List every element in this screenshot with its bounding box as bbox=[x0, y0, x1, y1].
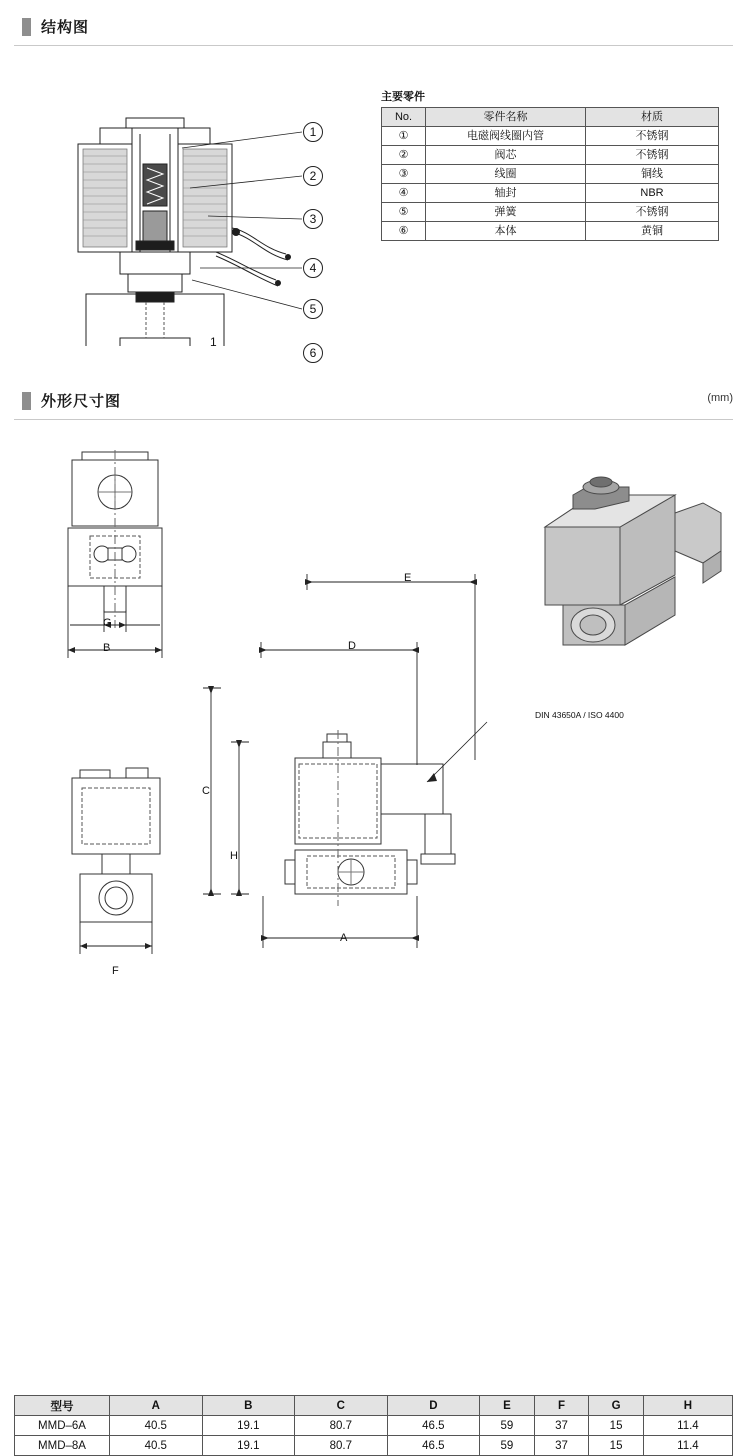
parts-cell-name: 阀芯 bbox=[426, 146, 586, 165]
connector-standard-label: DIN 43650A / ISO 4400 bbox=[535, 710, 624, 720]
dim-cell-g: 15 bbox=[589, 1416, 644, 1436]
parts-cell-material: 不锈钢 bbox=[586, 146, 719, 165]
dim-cell-h: 11.4 bbox=[643, 1416, 732, 1436]
table-row bbox=[15, 1416, 733, 1436]
structure-body bbox=[0, 46, 747, 360]
table-row bbox=[382, 222, 719, 241]
dim-cell-c: 80.7 bbox=[295, 1416, 388, 1436]
dimensions-body bbox=[0, 420, 747, 1452]
dim-th-h: H bbox=[643, 1396, 732, 1416]
dim-cell-g: 15 bbox=[589, 1436, 644, 1456]
parts-cell-name: 电磁阀线圈内管 bbox=[426, 127, 586, 146]
section-marker-icon bbox=[22, 18, 31, 36]
table-row bbox=[382, 184, 719, 203]
parts-cell-name: 轴封 bbox=[426, 184, 586, 203]
dim-cell-b: 19.1 bbox=[202, 1436, 295, 1456]
unit-label: (mm) bbox=[707, 392, 733, 404]
parts-cell-material: 不锈钢 bbox=[586, 203, 719, 222]
parts-cell-no: ⑥ bbox=[382, 222, 426, 241]
dim-th-model: 型号 bbox=[15, 1396, 110, 1416]
callout-5: 5 bbox=[303, 299, 323, 319]
dim-th-d: D bbox=[387, 1396, 480, 1416]
parts-th-name: 零件名称 bbox=[426, 108, 586, 127]
parts-cell-material: 不锈钢 bbox=[586, 127, 719, 146]
dim-th-b: B bbox=[202, 1396, 295, 1416]
dim-th-a: A bbox=[110, 1396, 203, 1416]
dim-cell-model: MMD–8A bbox=[15, 1436, 110, 1456]
callout-1: 1 bbox=[303, 122, 323, 142]
callout-4: 4 bbox=[303, 258, 323, 278]
dim-cell-h: 11.4 bbox=[643, 1436, 732, 1456]
parts-cell-material: 黄铜 bbox=[586, 222, 719, 241]
dim-cell-d: 46.5 bbox=[387, 1416, 480, 1436]
main-view-drawing bbox=[195, 560, 495, 980]
dim-th-e: E bbox=[480, 1396, 535, 1416]
dimension-table-header-row bbox=[15, 1396, 733, 1416]
parts-table-caption: 主要零件 bbox=[381, 91, 425, 103]
parts-th-material: 材质 bbox=[586, 108, 719, 127]
dim-label-C: C bbox=[202, 785, 210, 797]
dim-cell-a: 40.5 bbox=[110, 1436, 203, 1456]
dim-cell-a: 40.5 bbox=[110, 1416, 203, 1436]
parts-table-header-row bbox=[382, 108, 719, 127]
dim-label-G: G bbox=[103, 617, 112, 629]
dim-cell-d: 46.5 bbox=[387, 1436, 480, 1456]
dim-cell-f: 37 bbox=[534, 1436, 589, 1456]
table-row bbox=[382, 165, 719, 184]
callout-2: 2 bbox=[303, 166, 323, 186]
dim-th-g: G bbox=[589, 1396, 644, 1416]
dim-label-B: B bbox=[103, 642, 111, 654]
section-dimensions bbox=[0, 390, 747, 1452]
section-dimensions-header bbox=[0, 390, 747, 411]
dim-cell-model: MMD–6A bbox=[15, 1416, 110, 1436]
parts-cell-no: ④ bbox=[382, 184, 426, 203]
dim-cell-f: 37 bbox=[534, 1416, 589, 1436]
section-structure-title: 结构图 bbox=[41, 19, 90, 36]
dim-cell-c: 80.7 bbox=[295, 1436, 388, 1456]
table-row bbox=[382, 146, 719, 165]
section-dimensions-title: 外形尺寸图 bbox=[41, 393, 122, 410]
parts-th-no: No. bbox=[382, 108, 426, 127]
dim-cell-e: 59 bbox=[480, 1436, 535, 1456]
parts-cell-name: 本体 bbox=[426, 222, 586, 241]
dim-label-E: E bbox=[404, 572, 412, 584]
parts-cell-no: ③ bbox=[382, 165, 426, 184]
dim-th-f: F bbox=[534, 1396, 589, 1416]
parts-cell-material: 铜线 bbox=[586, 165, 719, 184]
table-row bbox=[382, 203, 719, 222]
callout-3: 3 bbox=[303, 209, 323, 229]
dim-label-A: A bbox=[340, 932, 348, 944]
section-marker-icon bbox=[22, 392, 31, 410]
parts-cell-no: ⑤ bbox=[382, 203, 426, 222]
svg-text:1: 1 bbox=[210, 335, 217, 346]
parts-cell-no: ② bbox=[382, 146, 426, 165]
callout-6: 6 bbox=[303, 343, 323, 363]
parts-table bbox=[381, 107, 719, 241]
section-structure bbox=[0, 16, 747, 360]
dim-label-F: F bbox=[112, 965, 119, 977]
isometric-valve-illustration bbox=[525, 455, 735, 675]
parts-cell-name: 线圈 bbox=[426, 165, 586, 184]
dimension-table bbox=[14, 1395, 733, 1456]
dim-cell-e: 59 bbox=[480, 1416, 535, 1436]
dim-th-c: C bbox=[295, 1396, 388, 1416]
table-row bbox=[15, 1436, 733, 1456]
parts-cell-no: ① bbox=[382, 127, 426, 146]
dimension-table-wrap bbox=[14, 1395, 733, 1456]
section-structure-header bbox=[0, 16, 747, 37]
parts-table-wrap bbox=[381, 88, 719, 241]
dim-label-H: H bbox=[230, 850, 238, 862]
table-row bbox=[382, 127, 719, 146]
dim-label-D: D bbox=[348, 640, 356, 652]
dim-cell-b: 19.1 bbox=[202, 1416, 295, 1436]
parts-cell-name: 弹簧 bbox=[426, 203, 586, 222]
parts-cell-material: NBR bbox=[586, 184, 719, 203]
